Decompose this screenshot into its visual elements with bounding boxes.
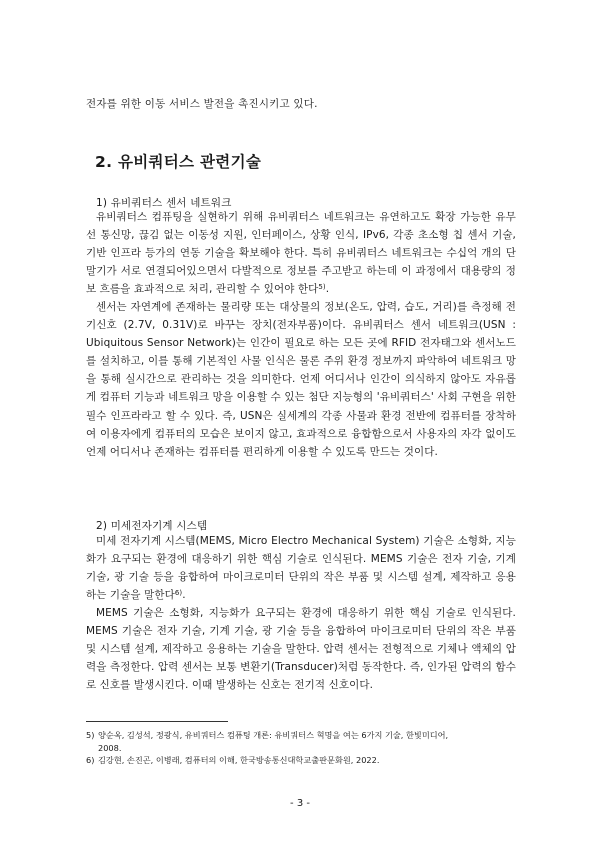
footnote-ref-6: 6) xyxy=(174,589,183,598)
subsection-title-2: 2) 미세전자기계 시스템 xyxy=(96,520,208,532)
footnote-5-number: 5) xyxy=(86,730,95,740)
footnote-5 xyxy=(86,729,526,754)
paragraph-3-text: 미세 전자기계 시스템(MEMS, Micro Electro Mechanical System) 기술은 소형화, 지능화가 요구되는 환경에 대응하기 위한 핵심 기술로 인식된다. MEMS 기술은 전자 기술, 기계 기술, 광 기술 등을 융합하여 마이크로미터 단위의 작은 부품 및 시스템 설계, 제작하고 응용하는 기술을 말한다 xyxy=(86,535,516,602)
footnote-5-continuation: 2008. xyxy=(98,742,122,753)
paragraph-4 xyxy=(86,604,516,694)
lead-line: 전자를 위한 이동 서비스 발전을 촉진시키고 있다. xyxy=(86,98,318,110)
paragraph-1-text: 유비쿼터스 컴퓨팅을 실현하기 위해 유비쿼터스 네트워크는 유연하고도 확장 가능한 유무선 통신망, 끊김 없는 이동성 지원, 인터페이스, 상황 인식, IPv6, 각종 초소형 칩 센서 기술, 기반 인프라 등가의 연동 기술을 확보해야 한다. 특히 유비쿼터스 네트워크는 수십억 개의 단말기가 서로 연결되어있으면서 다발적으로 정보를 주고받고 하는데 이 과정에서 대용량의 정보 흐름을 효과적으로 처리, 관리할 수 있어야 한다 xyxy=(86,211,516,296)
footnote-divider xyxy=(86,721,228,722)
paragraph-2 xyxy=(86,298,516,461)
subsection-title-1: 1) 유비쿼터스 센서 네트워크 xyxy=(96,197,232,209)
footnote-6-number: 6) xyxy=(86,755,95,765)
page-number: - 3 - xyxy=(290,798,310,809)
paragraph-3: 미세 전자기계 시스템(MEMS, Micro Electro Mechanical System) 기술은 소형화, 지능화가 요구되는 환경에 대응하기 위한 핵심 기술로 인식된다. MEMS 기술은 전자 기술, 기계 기술, 광 기술 등을 융합하여 마이크로미터 단위의 작은 부품 및 시스템 설계, 제작하고 응용하는 기술을 말한다$^{6)}$. xyxy=(86,535,516,602)
footnote-6-text: 김강현, 손진곤, 이병래, 컴퓨터의 이해, 한국방송통신대학교출판문화원, 2022. xyxy=(98,755,380,765)
footnote-6 xyxy=(86,754,526,767)
footnote-5-text: 양순옥, 김성석, 정광식, 유비쿼터스 컴퓨팅 개론: 유비쿼터스 혁명을 여는 6가지 기술, 한빛미디어, xyxy=(98,730,449,740)
footnote-ref-5: 5) xyxy=(318,283,326,292)
paragraph-2-text: 센서는 자연계에 존재하는 물리량 또는 대상물의 정보(온도, 압력, 습도, 거리)를 측정해 전기신호 (2.7V, 0.31V)로 바꾸는 장치(전자부품)이다. 유비쿼터스 센서 네트워크(USN : Ubiquitous Sensor Network)는 인간이 필요로 하는 모든 곳에 RFID 전자태그와 센서노드를 설치하고, 이를 통해 기본적인 사물 인식은 물론 주위 환경 정보까지 파악하여 네트워크 망을 통해 실시간으로 관리하는 것을 의미한다. 언제 어디서나 인간이 의식하지 않아도 자유롭게 컴퓨터 기능과 네트워크 망을 이용할 수 있는 첨단 지능형의 '유비쿼터스' 사회 구현을 위한 필수 인프라라고 할 수 있다. 즉, USN은 실세계의 각종 사물과 환경 전반에 컴퓨터를 장착하여 이용자에게 컴퓨터의 모습은 보이지 않고, 효과적으로 융합함으로서 사용자의 자각 없이도 언제 어디서나 존재하는 컴퓨터를 편리하게 이용할 수 있도록 만드는 것이다. xyxy=(86,301,516,458)
section-title: 2. 유비쿼터스 관련기술 xyxy=(95,153,262,171)
paragraph-1: 유비쿼터스 컴퓨팅을 실현하기 위해 유비쿼터스 네트워크는 유연하고도 확장 가능한 유무선 통신망, 끊김 없는 이동성 지원, 인터페이스, 상황 인식, IPv6, 각종 초소형 칩 센서 기술, 기반 인프라 등가의 연동 기술을 확보해야 한다. 특히 유비쿼터스 네트워크는 수십억 개의 단말기가 서로 연결되어있으면서 다발적으로 정보를 주고받고 하는데 이 과정에서 대용량의 정보 흐름을 효과적으로 처리, 관리할 수 있어야 한다$^{5)}$. xyxy=(86,211,516,296)
paragraph-4-text: MEMS 기술은 소형화, 지능화가 요구되는 환경에 대응하기 위한 핵심 기술로 인식된다. MEMS 기술은 전자 기술, 기계 기술, 광 기술 등을 융합하여 마이크로미터 단위의 작은 부품 및 시스템 설계, 제작하고 응용하는 기술을 말한다. 압력 센서는 전형적으로 기체나 액체의 압력을 측정한다. 압력 센서는 보통 변환기(Transducer)처럼 동작한다. 즉, 인가된 압력의 함수로 신호를 발생시킨다. 이때 발생하는 신호는 전기적 신호이다. xyxy=(86,607,516,692)
